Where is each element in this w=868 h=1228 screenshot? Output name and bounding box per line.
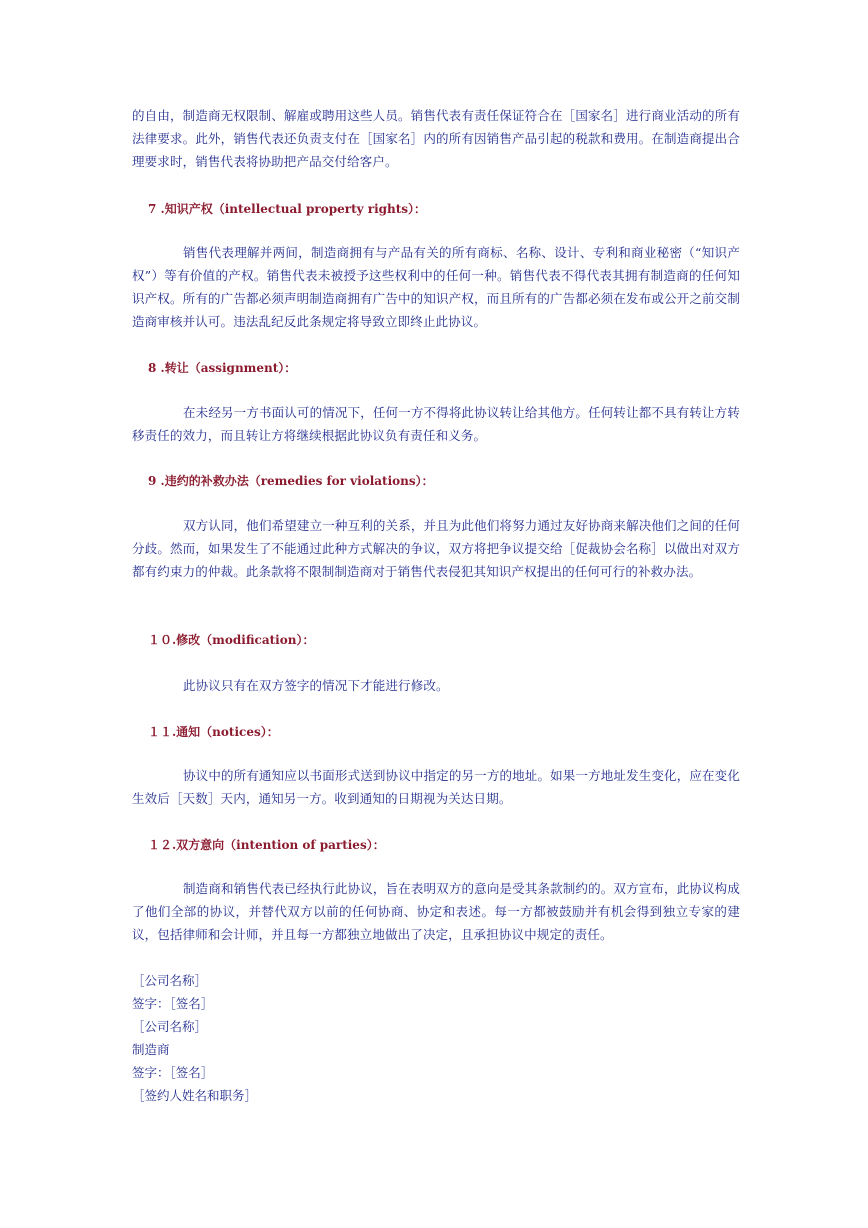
signatory-name-title: ［签约人姓名和职务］ [132,1088,258,1103]
section-heading-9: 9 .违约的补救办法（remedies for violations）： [148,474,434,488]
section-body-10: 此协议只有在双方签字的情况下才能进行修改。 [183,678,449,693]
signature-line-1: 签字：［签名］ [132,996,214,1011]
section-heading-11: １１.通知（notices）： [148,725,279,739]
section-body-12: 制造商和销售代表已经执行此协议，旨在表明双方的意向是受其条款制约的。双方宣布，此协议构成了他们全部的协议，并替代双方以前的任何协商、协定和表述。每一方都被鼓励并有机会得到独立专家的建议，包括律师和会计师，并且每一方都独立地做出了决定，且承担协议中规定的责任。 [132,881,740,942]
section-body-9: 双方认同，他们希望建立一种互利的关系，并且为此他们将努力通过友好协商来解决他们之间的任何分歧。然而，如果发生了不能通过此种方式解决的争议，双方将把争议提交给［促裁协会名称］以做出对双方都有约束力的仲裁。此条款将不限制制造商对于销售代表侵犯其知识产权提出的任何可行的补救办法。 [132,518,740,579]
section-heading-12: １２.双方意向（intention of parties）： [148,838,385,852]
section-heading-8: 8 .转让（assignment）： [148,361,297,375]
signature-role-manufacturer: 制造商 [132,1042,170,1057]
section-body-8: 在未经另一方书面认可的情况下，任何一方不得将此协议转让给其他方。任何转让都不具有转让方转移责任的效力，而且转让方将继续根据此协议负有责任和义务。 [132,405,740,443]
section-heading-10: １０.修改（modification）： [148,633,315,647]
section-heading-7: 7 .知识产权（intellectual property rights）： [148,202,427,216]
signature-company-name-1: ［公司名称］ [132,973,208,988]
signature-line-2: 签字：［签名］ [132,1065,214,1080]
signature-company-name-2: ［公司名称］ [132,1019,208,1034]
intro-paragraph: 的自由，制造商无权限制、解雇或聘用这些人员。销售代表有责任保证符合在［国家名］进行商业活动的所有法律要求。此外，销售代表还负责支付在［国家名］内的所有因销售产品引起的税款和费用。在制造商提出合理要求时，销售代表将协助把产品交付给客户。 [132,108,740,169]
section-body-11: 协议中的所有通知应以书面形式送到协议中指定的另一方的地址。如果一方地址发生变化，应在变化生效后［天数］天内，通知另一方。收到通知的日期视为关达日期。 [132,768,740,806]
section-body-7: 销售代表理解并两间，制造商拥有与产品有关的所有商标、名称、设计、专利和商业秘密（“知识产权”）等有价值的产权。销售代表未被授予这些权利中的任何一种。销售代表不得代表其拥有制造商的任何知识产权。所有的广告都必须声明制造商拥有广告中的知识产权，而且所有的广告都必须在发布或公开之前交制造商审核并认可。违法乱纪反此条规定将导致立即终止此协议。 [132,245,740,329]
